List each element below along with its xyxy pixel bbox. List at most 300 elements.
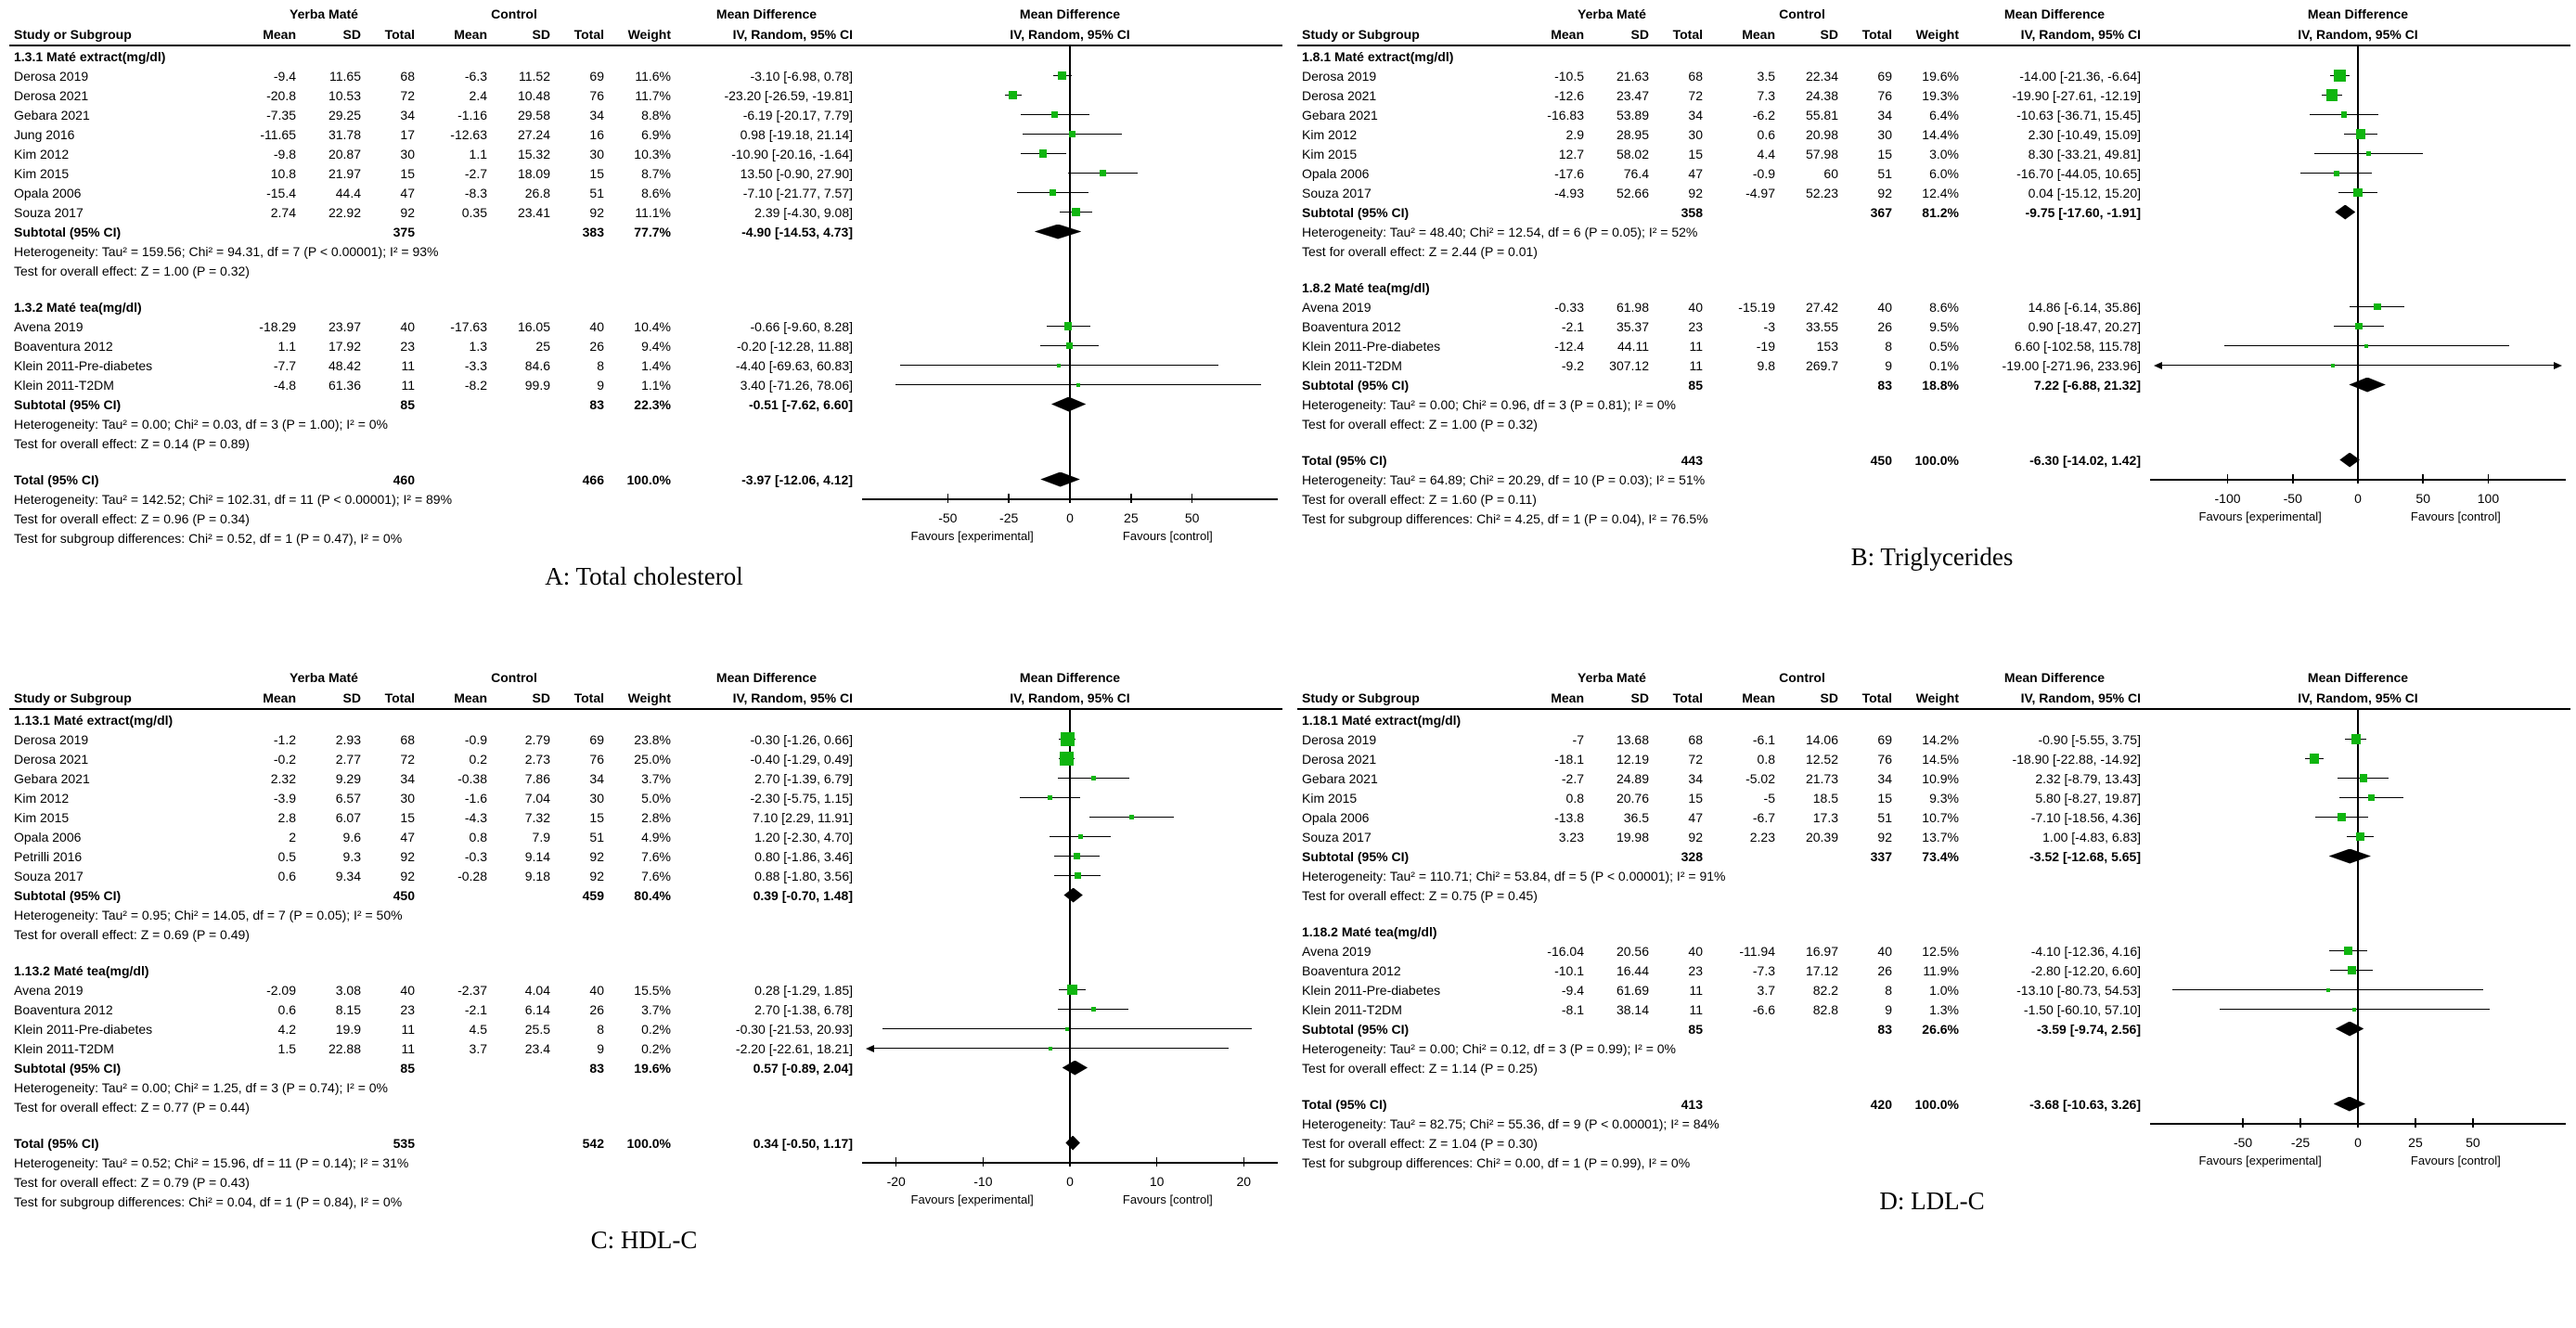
yerba-sd: 13.68 xyxy=(1616,731,1649,747)
control-mean: -8.3 xyxy=(464,185,487,200)
table-row xyxy=(1297,1058,2570,1077)
table-row xyxy=(9,885,1282,905)
yerba-sd: 36.5 xyxy=(1623,809,1649,825)
control-total: 69 xyxy=(589,68,604,84)
table-row xyxy=(9,1153,1282,1172)
table-row xyxy=(9,788,1282,807)
table-row xyxy=(1297,414,2570,433)
col-total-control: Total xyxy=(573,27,604,42)
plot-cell xyxy=(2145,846,2570,866)
favours-control-label: Favours [control] xyxy=(1122,1193,1213,1206)
study-name: Gebara 2021 xyxy=(14,107,90,122)
pooled-diamond xyxy=(2329,849,2371,864)
ci-text: -0.66 [-9.60, 8.28] xyxy=(750,318,853,334)
ci-text: 0.88 [-1.80, 3.56] xyxy=(754,868,853,883)
control-total: 9 xyxy=(597,1040,604,1056)
control-sd: 27.24 xyxy=(517,126,550,142)
axis-tick xyxy=(1130,494,1132,503)
effect-marker xyxy=(1076,383,1080,387)
zero-line xyxy=(1069,1116,1071,1133)
axis-tick xyxy=(1069,1157,1071,1167)
axis-tick-label: -20 xyxy=(886,1174,906,1189)
control-mean: 3.7 xyxy=(1757,982,1775,998)
axis-tick-label: 100 xyxy=(2477,491,2500,506)
control-total: 30 xyxy=(1877,126,1892,142)
yerba-total: 92 xyxy=(400,848,415,864)
plot-cell xyxy=(2145,980,2570,999)
plot-cell xyxy=(2145,316,2570,336)
control-sd: 52.23 xyxy=(1805,185,1838,200)
panel-total-cholesterol xyxy=(0,0,1288,664)
zero-line xyxy=(1069,924,1071,944)
pooled-label: Subtotal (95% CI) xyxy=(14,1060,122,1076)
axis-tick-label: -25 xyxy=(2290,1135,2311,1150)
plot-cell xyxy=(857,375,1282,394)
effect-marker xyxy=(1129,815,1133,819)
weight: 8.6% xyxy=(641,185,671,200)
col-study: Study or Subgroup xyxy=(14,690,132,705)
col-ci: IV, Random, 95% CI xyxy=(732,27,853,42)
study-name: Kim 2015 xyxy=(1302,790,1358,806)
yerba-total: 40 xyxy=(1688,299,1703,315)
control-total: 450 xyxy=(1870,452,1892,468)
control-sd: 9.14 xyxy=(524,848,550,864)
group-header-control: Control xyxy=(491,670,537,685)
study-name: Gebara 2021 xyxy=(1302,770,1378,786)
pooled-diamond xyxy=(1063,1061,1088,1076)
plot-cell xyxy=(857,749,1282,768)
table-row xyxy=(1297,999,2570,1019)
yerba-mean: -2.7 xyxy=(1561,770,1584,786)
yerba-total: 85 xyxy=(400,396,415,412)
yerba-mean: -0.2 xyxy=(273,751,296,767)
plot-cell xyxy=(857,846,1282,866)
overall-effect-text: Test for overall effect: Z = 0.79 (P = 0.43) xyxy=(14,1174,250,1190)
control-mean: -6.7 xyxy=(1752,809,1775,825)
subgroup-label: 1.3.2 Maté tea(mg/dl) xyxy=(14,299,142,315)
table-row xyxy=(9,509,1282,528)
col-total-control: Total xyxy=(573,690,604,705)
yerba-total: 40 xyxy=(1688,943,1703,959)
zero-line xyxy=(2357,277,2359,297)
ci-text: -23.20 [-26.59, -19.81] xyxy=(724,87,853,103)
yerba-sd: 61.69 xyxy=(1616,982,1649,998)
plot-cell xyxy=(2145,375,2570,394)
forest-panel xyxy=(0,0,1288,548)
plot-cell xyxy=(857,355,1282,375)
yerba-mean: -2.09 xyxy=(266,982,296,998)
axis-tick-label: 0 xyxy=(1066,510,1074,525)
table-row xyxy=(1297,1114,2570,1133)
plot-cell xyxy=(2145,1114,2570,1133)
overall-effect-text: Test for overall effect: Z = 0.77 (P = 0.44) xyxy=(14,1099,250,1115)
control-mean: -7.3 xyxy=(1752,962,1775,978)
control-sd: 25.5 xyxy=(524,1021,550,1037)
plot-cell xyxy=(2145,961,2570,980)
study-name: Gebara 2021 xyxy=(14,770,90,786)
yerba-sd: 10.53 xyxy=(328,87,361,103)
control-total: 83 xyxy=(589,396,604,412)
control-total: 51 xyxy=(1877,809,1892,825)
weight: 0.2% xyxy=(641,1040,671,1056)
axis-tick-label: 50 xyxy=(2415,491,2431,506)
weight: 13.7% xyxy=(1922,829,1959,845)
col-sd-yerba: SD xyxy=(342,690,361,705)
table-row xyxy=(9,980,1282,999)
ci-text: -7.10 [-21.77, 7.57] xyxy=(742,185,853,200)
control-total: 8 xyxy=(597,1021,604,1037)
table-row xyxy=(1297,105,2570,124)
control-total: 92 xyxy=(589,204,604,220)
column-header-row xyxy=(1297,688,2570,710)
axis-tick xyxy=(1191,494,1193,503)
yerba-total: 72 xyxy=(1688,751,1703,767)
yerba-mean: -18.1 xyxy=(1554,751,1584,767)
zero-line xyxy=(1069,261,1071,280)
control-sd: 17.12 xyxy=(1805,962,1838,978)
control-total: 8 xyxy=(597,357,604,373)
effect-marker xyxy=(1072,208,1080,216)
heterogeneity-text: Heterogeneity: Tau² = 0.00; Chi² = 0.96, df = 3 (P = 0.81); I² = 0% xyxy=(1302,396,1676,412)
yerba-sd: 53.89 xyxy=(1616,107,1649,122)
table-row xyxy=(9,1172,1282,1192)
table-row xyxy=(1297,375,2570,394)
yerba-sd: 6.57 xyxy=(335,790,361,806)
study-name: Avena 2019 xyxy=(14,982,84,998)
panel-rows xyxy=(9,710,1282,1211)
effect-marker xyxy=(1078,834,1083,839)
plot-cell xyxy=(2145,261,2570,277)
yerba-mean: -4.93 xyxy=(1554,185,1584,200)
effect-marker xyxy=(2355,323,2363,330)
study-name: Kim 2015 xyxy=(14,165,70,181)
axis-tick-label: 50 xyxy=(1184,510,1200,525)
table-row xyxy=(9,66,1282,85)
table-row xyxy=(9,355,1282,375)
control-total: 16 xyxy=(589,126,604,142)
yerba-mean: 4.2 xyxy=(277,1021,296,1037)
yerba-mean: -16.04 xyxy=(1547,943,1584,959)
plot-cell xyxy=(857,1192,1282,1211)
table-row xyxy=(9,1116,1282,1133)
yerba-total: 30 xyxy=(400,146,415,161)
zero-line xyxy=(1069,280,1071,297)
table-row xyxy=(1297,470,2570,489)
yerba-total: 11 xyxy=(401,1040,415,1056)
table-row xyxy=(9,710,1282,729)
col-mean-yerba: Mean xyxy=(1551,690,1584,705)
subgroup-label: 1.3.1 Maté extract(mg/dl) xyxy=(14,48,166,64)
pooled-label: Total (95% CI) xyxy=(14,471,99,487)
table-row xyxy=(1297,788,2570,807)
pooled-diamond xyxy=(1035,225,1082,239)
study-name: Opala 2006 xyxy=(14,185,82,200)
zero-line xyxy=(1069,414,1071,433)
pooled-label: Total (95% CI) xyxy=(1302,452,1387,468)
col-weight: Weight xyxy=(1915,27,1959,42)
control-mean: 0.8 xyxy=(1757,751,1775,767)
yerba-mean: -7.7 xyxy=(273,357,296,373)
yerba-sd: 8.15 xyxy=(335,1001,361,1017)
weight: 23.8% xyxy=(634,731,671,747)
plot-cell xyxy=(2145,241,2570,261)
yerba-total: 34 xyxy=(1688,770,1703,786)
col-mean-control: Mean xyxy=(454,27,487,42)
yerba-sd: 16.44 xyxy=(1616,962,1649,978)
col-study: Study or Subgroup xyxy=(1302,690,1420,705)
yerba-total: 375 xyxy=(393,224,415,239)
weight: 7.6% xyxy=(641,848,671,864)
effect-marker xyxy=(2353,188,2362,197)
yerba-total: 72 xyxy=(1688,87,1703,103)
zero-line xyxy=(2357,885,2359,905)
zero-line xyxy=(2357,922,2359,941)
effect-marker xyxy=(2374,303,2380,310)
study-name: Derosa 2021 xyxy=(1302,87,1377,103)
axis-tick xyxy=(983,1157,985,1167)
yerba-total: 92 xyxy=(1688,185,1703,200)
table-row xyxy=(9,924,1282,944)
zero-line xyxy=(2357,710,2359,729)
axis-tick-label: 0 xyxy=(1066,1174,1074,1189)
plot-cell xyxy=(857,905,1282,924)
weight: 0.2% xyxy=(641,1021,671,1037)
table-row xyxy=(1297,355,2570,375)
control-mean: 1.3 xyxy=(469,338,487,354)
heterogeneity-text: Heterogeneity: Tau² = 0.95; Chi² = 14.05, df = 7 (P = 0.05); I² = 50% xyxy=(14,907,403,922)
yerba-total: 11 xyxy=(1689,357,1703,373)
ci-text: 14.86 [-6.14, 35.86] xyxy=(2028,299,2141,315)
control-sd: 99.9 xyxy=(524,377,550,393)
yerba-total: 72 xyxy=(400,751,415,767)
col-weight: Weight xyxy=(627,690,671,705)
ci-text: 1.00 [-4.83, 6.83] xyxy=(2042,829,2141,845)
yerba-total: 11 xyxy=(1689,1001,1703,1017)
pooled-label: Subtotal (95% CI) xyxy=(14,396,122,412)
yerba-mean: -2.1 xyxy=(1561,318,1584,334)
yerba-total: 47 xyxy=(400,185,415,200)
yerba-sd: 48.42 xyxy=(328,357,361,373)
yerba-mean: -17.6 xyxy=(1554,165,1584,181)
yerba-mean: -8.1 xyxy=(1561,1001,1584,1017)
weight: 11.1% xyxy=(635,204,671,220)
overall-effect-text: Test for overall effect: Z = 1.60 (P = 0.11) xyxy=(1302,491,1537,507)
weight: 1.1% xyxy=(641,377,671,393)
study-name: Kim 2012 xyxy=(14,146,70,161)
control-mean: 4.5 xyxy=(469,1021,487,1037)
ci-text: -3.10 [-6.98, 0.78] xyxy=(750,68,853,84)
study-name: Kim 2015 xyxy=(14,809,70,825)
effect-marker xyxy=(2334,171,2339,176)
ci-text: 0.04 [-15.12, 15.20] xyxy=(2028,185,2141,200)
plot-cell xyxy=(857,241,1282,261)
control-total: 40 xyxy=(1877,299,1892,315)
table-row xyxy=(1297,124,2570,144)
axis-tick-label: -50 xyxy=(938,510,958,525)
ci-text: 2.32 [-8.79, 13.43] xyxy=(2035,770,2141,786)
weight: 77.7% xyxy=(634,224,671,239)
control-total: 26 xyxy=(1877,962,1892,978)
plot-cell xyxy=(2145,922,2570,941)
subgroup-label: 1.8.1 Maté extract(mg/dl) xyxy=(1302,48,1454,64)
col-mean-control: Mean xyxy=(454,690,487,705)
plot-cell xyxy=(857,528,1282,548)
col-sd-control: SD xyxy=(532,27,550,42)
table-row xyxy=(9,1097,1282,1116)
weight: 14.4% xyxy=(1922,126,1959,142)
weight: 2.8% xyxy=(641,809,671,825)
plot-cell xyxy=(857,885,1282,905)
control-total: 337 xyxy=(1870,848,1892,864)
panel-caption: A: Total cholesterol xyxy=(545,562,743,590)
plot-ci-header: IV, Random, 95% CI xyxy=(2298,27,2418,42)
control-total: 30 xyxy=(589,790,604,806)
col-weight: Weight xyxy=(1915,690,1959,705)
plot-cell xyxy=(857,788,1282,807)
study-name: Souza 2017 xyxy=(14,868,84,883)
table-row xyxy=(1297,202,2570,222)
table-row xyxy=(1297,450,2570,470)
yerba-sd: 23.97 xyxy=(328,318,361,334)
plot-cell xyxy=(2145,1077,2570,1094)
plot-cell xyxy=(2145,710,2570,729)
plot-ci-header: IV, Random, 95% CI xyxy=(2298,690,2418,705)
control-sd: 57.98 xyxy=(1805,146,1838,161)
plot-cell xyxy=(857,1019,1282,1038)
plot-cell xyxy=(2145,489,2570,509)
control-mean: -5 xyxy=(1763,790,1775,806)
plot-cell xyxy=(857,163,1282,183)
control-total: 26 xyxy=(1877,318,1892,334)
mean-difference-header: Mean Difference xyxy=(715,6,818,21)
weight: 19.3% xyxy=(1922,87,1959,103)
control-total: 15 xyxy=(589,165,604,181)
control-sd: 25 xyxy=(535,338,550,354)
table-row xyxy=(1297,961,2570,980)
group-header-row xyxy=(9,4,1282,24)
yerba-mean: 0.6 xyxy=(277,1001,296,1017)
table-row xyxy=(1297,489,2570,509)
yerba-total: 15 xyxy=(1688,146,1703,161)
control-total: 69 xyxy=(1877,731,1892,747)
weight: 3.0% xyxy=(1929,146,1959,161)
plot-cell xyxy=(857,866,1282,885)
weight: 15.5% xyxy=(634,982,671,998)
col-total-control: Total xyxy=(1861,27,1892,42)
control-mean: -15.19 xyxy=(1738,299,1775,315)
ci-text: -9.75 [-17.60, -1.91] xyxy=(2025,204,2141,220)
table-row xyxy=(1297,163,2570,183)
axis-tick xyxy=(1243,1157,1245,1167)
effect-marker xyxy=(1060,752,1074,766)
control-mean: -19 xyxy=(1756,338,1775,354)
yerba-sd: 20.87 xyxy=(328,146,361,161)
col-total-yerba: Total xyxy=(1672,690,1703,705)
panel-rows xyxy=(1297,710,2570,1172)
ci-text: -3.52 [-12.68, 5.65] xyxy=(2029,848,2141,864)
table-row xyxy=(1297,1077,2570,1094)
table-row xyxy=(1297,749,2570,768)
ci-text: -6.30 [-14.02, 1.42] xyxy=(2029,452,2141,468)
yerba-total: 11 xyxy=(401,1021,415,1037)
yerba-total: 358 xyxy=(1681,204,1703,220)
table-row xyxy=(1297,222,2570,241)
table-row xyxy=(9,375,1282,394)
subgroup-differences-text: Test for subgroup differences: Chi² = 0.52, df = 1 (P = 0.47), I² = 0% xyxy=(14,530,403,546)
table-row xyxy=(1297,1094,2570,1114)
weight: 19.6% xyxy=(1922,68,1959,84)
axis-tick xyxy=(2488,474,2490,483)
effect-marker xyxy=(2366,151,2371,156)
overall-effect-text: Test for overall effect: Z = 0.69 (P = 0.49) xyxy=(14,926,250,942)
table-row xyxy=(1297,144,2570,163)
overall-effect-text: Test for overall effect: Z = 1.00 (P = 0.32) xyxy=(1302,416,1538,432)
ci-text: 8.30 [-33.21, 49.81] xyxy=(2028,146,2141,161)
control-mean: -3 xyxy=(1763,318,1775,334)
table-row xyxy=(9,394,1282,414)
yerba-mean: 2.8 xyxy=(277,809,296,825)
panel-rows xyxy=(9,46,1282,548)
control-mean: -0.3 xyxy=(464,848,487,864)
plot-cell xyxy=(857,261,1282,280)
table-row xyxy=(1297,980,2570,999)
control-sd: 12.52 xyxy=(1805,751,1838,767)
table-row xyxy=(9,222,1282,241)
plot-cell xyxy=(2145,163,2570,183)
plot-cell xyxy=(2145,394,2570,414)
axis-tick xyxy=(2299,1118,2301,1128)
axis-tick xyxy=(2227,474,2229,483)
yerba-sd: 9.3 xyxy=(342,848,361,864)
zero-line xyxy=(1069,433,1071,453)
plot-cell xyxy=(857,807,1282,827)
col-study: Study or Subgroup xyxy=(1302,27,1420,42)
study-name: Klein 2011-Pre-diabetes xyxy=(14,1021,153,1037)
subgroup-label: 1.18.2 Maté tea(mg/dl) xyxy=(1302,923,1437,939)
yerba-total: 11 xyxy=(401,377,415,393)
table-row xyxy=(1297,866,2570,885)
table-row xyxy=(1297,905,2570,922)
yerba-total: 460 xyxy=(393,471,415,487)
control-total: 40 xyxy=(1877,943,1892,959)
effect-marker xyxy=(1064,322,1072,329)
control-total: 9 xyxy=(597,377,604,393)
study-name: Derosa 2021 xyxy=(14,87,89,103)
heterogeneity-text: Heterogeneity: Tau² = 0.00; Chi² = 0.03, df = 3 (P = 1.00); I² = 0% xyxy=(14,416,388,432)
axis-tick xyxy=(2422,474,2424,483)
plot-cell xyxy=(2145,1094,2570,1114)
effect-marker xyxy=(1049,1047,1052,1051)
plot-cell xyxy=(857,46,1282,66)
forest-panel xyxy=(1288,0,2576,528)
col-mean-yerba: Mean xyxy=(263,27,296,42)
control-sd: 27.42 xyxy=(1805,299,1838,315)
effect-marker xyxy=(1065,1027,1069,1031)
axis-tick xyxy=(2242,1118,2244,1128)
effect-marker xyxy=(2368,794,2376,802)
control-sd: 23.41 xyxy=(517,204,550,220)
yerba-mean: -3.9 xyxy=(273,790,296,806)
effect-marker xyxy=(1091,776,1096,780)
control-total: 26 xyxy=(589,1001,604,1017)
pooled-label: Subtotal (95% CI) xyxy=(1302,1021,1410,1037)
table-row xyxy=(9,905,1282,924)
axis-tick-label: 20 xyxy=(1236,1174,1252,1189)
yerba-mean: 1.5 xyxy=(277,1040,296,1056)
effect-marker xyxy=(2352,1008,2356,1012)
weight: 12.4% xyxy=(1922,185,1959,200)
pooled-diamond xyxy=(2335,205,2355,220)
